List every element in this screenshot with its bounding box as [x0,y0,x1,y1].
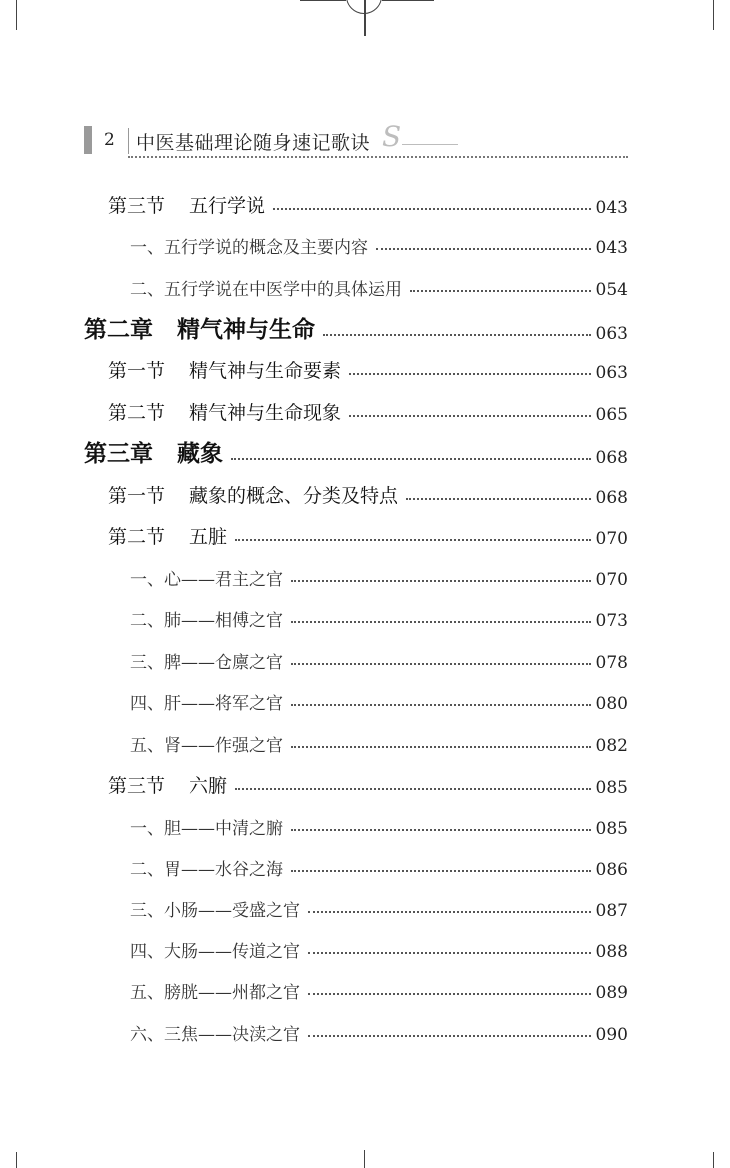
toc-dot-leader [291,746,591,748]
toc-entry-label: 三、小肠——受盛之官 [130,901,300,921]
toc-page-number: 080 [595,694,628,714]
toc-entry-number: 第一节 [108,360,166,382]
toc-dot-leader [308,952,591,954]
toc-entry-item[interactable] [84,805,628,839]
decorative-s-ornament: S [382,120,402,153]
toc-entry-title: 精气神与生命要素 [189,360,342,382]
toc-entry-label: 一、心——君主之官 [130,570,283,590]
toc-entry-chapter[interactable] [84,434,628,468]
toc-dot-leader [291,663,591,665]
toc-entry-label: 六、三焦——决渎之官 [130,1025,300,1045]
right-crop-mark [713,0,714,30]
toc-dot-leader [231,458,591,460]
toc-entry-number: 第三章 [84,441,153,467]
toc-entry-item[interactable] [84,597,628,631]
toc-entry-section[interactable] [84,349,628,383]
bottom-crop-mark-center [364,1150,365,1168]
toc-entry-title: 精气神与生命 [177,317,315,343]
toc-entry-section[interactable] [84,391,628,425]
toc-page-number: 087 [595,901,628,921]
toc-dot-leader [308,993,591,995]
toc-dot-leader [410,290,591,292]
toc-entry-title: 精气神与生命现象 [189,402,342,424]
toc-entry-label [108,771,227,798]
toc-dot-leader [349,415,591,417]
toc-entry-chapter[interactable] [84,310,628,344]
registration-crosshair-vertical [364,0,366,36]
toc-entry-title: 藏象的概念、分类及特点 [189,485,399,507]
toc-entry-number: 第三节 [108,775,166,797]
header-accent-bar [84,126,92,154]
toc-entry-label: 三、脾——仓廪之官 [130,653,283,673]
toc-page-number: 063 [595,324,628,344]
toc-dot-leader [291,870,591,872]
toc-entry-section[interactable] [84,764,628,798]
toc-dot-leader [291,704,591,706]
toc-entry-item[interactable] [84,846,628,880]
toc-page-number: 085 [595,819,628,839]
toc-dot-leader [323,334,591,336]
toc-entry-number: 第二节 [108,526,166,548]
toc-page-number: 043 [595,198,628,218]
header-dotted-rule [128,156,628,158]
toc-entry-item[interactable] [84,639,628,673]
toc-dot-leader [308,911,591,913]
toc-dot-leader [273,208,591,210]
toc-entry-item[interactable] [84,887,628,921]
toc-page-number: 043 [595,238,628,258]
toc-entry-label [108,522,227,549]
toc-page-number: 078 [595,653,628,673]
toc-page-number: 073 [595,611,628,631]
toc-entry-item[interactable] [84,266,628,300]
toc-entry-label [84,311,315,344]
toc-entry-label [84,435,223,468]
toc-entry-label: 四、肝——将军之官 [130,694,283,714]
toc-page-number: 065 [595,405,628,425]
toc-page-number: 068 [595,488,628,508]
toc-entry-title: 五行学说 [189,195,266,217]
toc-entry-number: 第三节 [108,195,166,217]
toc-entry-item[interactable] [84,556,628,590]
toc-page-number: 090 [595,1025,628,1045]
toc-dot-leader [291,580,591,582]
page-number: 2 [104,130,115,150]
toc-page-number: 085 [595,778,628,798]
bottom-crop-mark-left [16,1152,17,1168]
top-crop-line-left [300,0,346,1]
toc-entry-title: 藏象 [177,441,223,467]
toc-entry-item[interactable] [84,722,628,756]
toc-dot-leader [406,498,591,500]
toc-dot-leader [291,829,591,831]
book-title: 中医基础理论随身速记歌诀 [136,132,371,154]
toc-entry-label [108,398,341,425]
left-crop-mark [16,0,17,30]
toc-entry-label: 五、膀胱——州都之官 [130,983,300,1003]
toc-entry-item[interactable] [84,928,628,962]
toc-page-number: 063 [595,363,628,383]
toc-entry-label [108,191,265,218]
toc-page-number: 068 [595,448,628,468]
toc-page-number: 088 [595,942,628,962]
toc-entry-section[interactable] [84,184,628,218]
toc-entry-item[interactable] [84,969,628,1003]
toc-entry-title: 六腑 [189,775,228,797]
toc-dot-leader [308,1035,591,1037]
toc-dot-leader [291,621,591,623]
toc-entry-item[interactable] [84,1011,628,1045]
toc-page-number: 082 [595,736,628,756]
running-header [84,120,628,158]
toc-entry-label: 一、胆——中清之腑 [130,819,283,839]
header-divider [128,128,129,154]
toc-entry-number: 第一节 [108,485,166,507]
toc-entry-item[interactable] [84,224,628,258]
toc-entry-label: 二、五行学说在中医学中的具体运用 [130,280,402,300]
toc-page-number: 054 [595,280,628,300]
toc-entry-label: 二、肺——相傅之官 [130,611,283,631]
toc-entry-number: 第二章 [84,317,153,343]
toc-entry-title: 五脏 [189,526,228,548]
toc-dot-leader [235,539,591,541]
toc-entry-label: 五、肾——作强之官 [130,736,283,756]
toc-entry-label: 二、胃——水谷之海 [130,860,283,880]
top-crop-line-right [382,0,434,1]
toc-entry-label [108,356,341,383]
toc-dot-leader [235,788,591,790]
toc-dot-leader [376,248,591,250]
toc-entry-section[interactable] [84,515,628,549]
toc-dot-leader [349,373,591,375]
toc-entry-number: 第二节 [108,402,166,424]
toc-page-number: 070 [595,570,628,590]
toc-page-number: 086 [595,860,628,880]
toc-entry-item[interactable] [84,680,628,714]
toc-entry-label: 四、大肠——传道之官 [130,942,300,962]
toc-entry-label [108,481,398,508]
toc-page-number: 070 [595,529,628,549]
decorative-line [402,144,458,145]
toc-entry-section[interactable] [84,474,628,508]
toc-entry-label: 一、五行学说的概念及主要内容 [130,238,368,258]
toc-page-number: 089 [595,983,628,1003]
bottom-crop-mark-right [713,1152,714,1168]
